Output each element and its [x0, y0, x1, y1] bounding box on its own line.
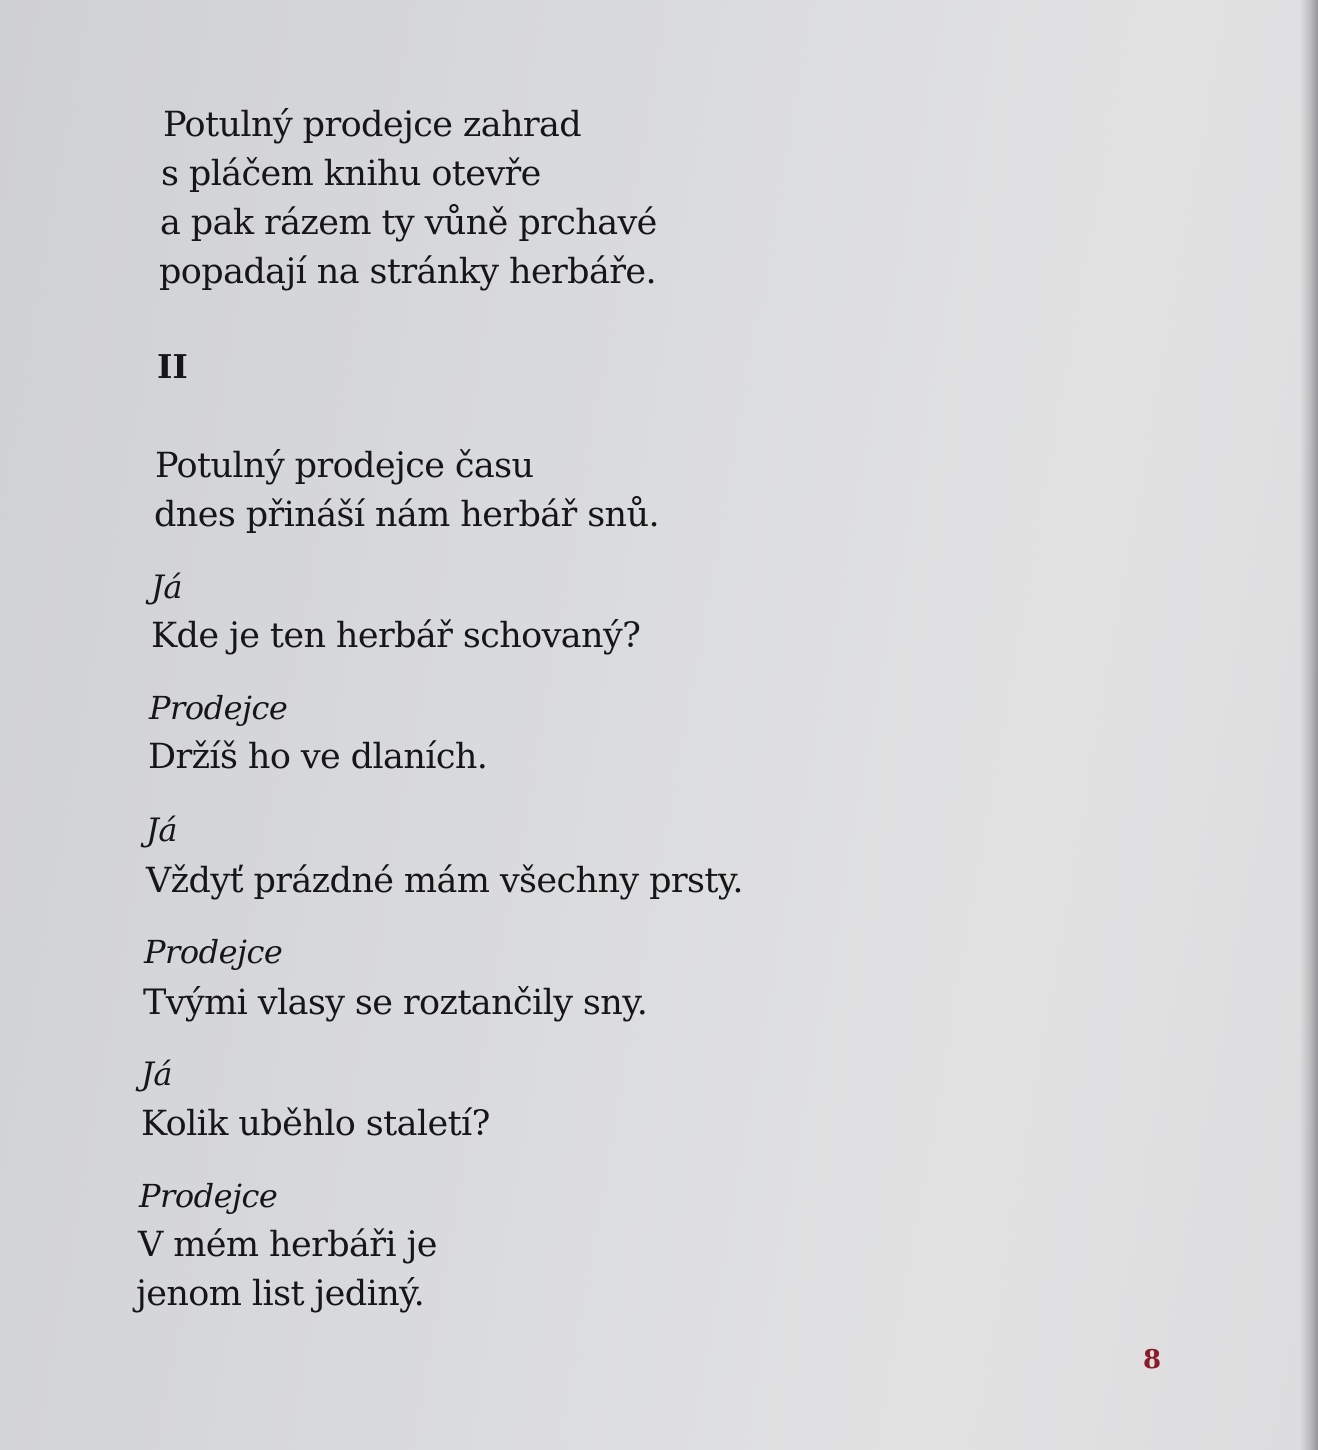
- verse-line: a pak rázem ty vůně prchavé: [160, 203, 657, 243]
- verse-line: s pláčem knihu otevře: [161, 154, 541, 194]
- dialogue-line: Držíš ho ve dlaních.: [148, 737, 488, 777]
- speaker-label: Prodejce: [139, 1177, 278, 1215]
- dialogue-line: Kde je ten herbář schovaný?: [151, 616, 641, 656]
- verse-line: popadají na stránky herbáře.: [159, 252, 657, 292]
- verse-line: Potulný prodejce času: [155, 446, 534, 486]
- page-number: 8: [1143, 1345, 1162, 1375]
- dialogue-line: Kolik uběhlo staletí?: [141, 1104, 490, 1144]
- page-edge: [1300, 0, 1318, 1450]
- speaker-label: Já: [151, 568, 182, 606]
- dialogue-line: Tvými vlasy se roztančily sny.: [143, 983, 648, 1023]
- speaker-label: Prodejce: [149, 689, 288, 727]
- speaker-label: Já: [141, 1055, 172, 1093]
- speaker-label: Já: [146, 811, 177, 849]
- dialogue-line: jenom list jediný.: [136, 1274, 425, 1314]
- dialogue-line: Vždyť prázdné mám všechny prsty.: [146, 861, 743, 901]
- dialogue-line: V mém herbáři je: [138, 1225, 437, 1265]
- speaker-label: Prodejce: [144, 933, 283, 971]
- verse-line: dnes přináší nám herbář snů.: [154, 495, 659, 535]
- section-heading: II: [157, 347, 188, 386]
- verse-line: Potulný prodejce zahrad: [163, 105, 582, 145]
